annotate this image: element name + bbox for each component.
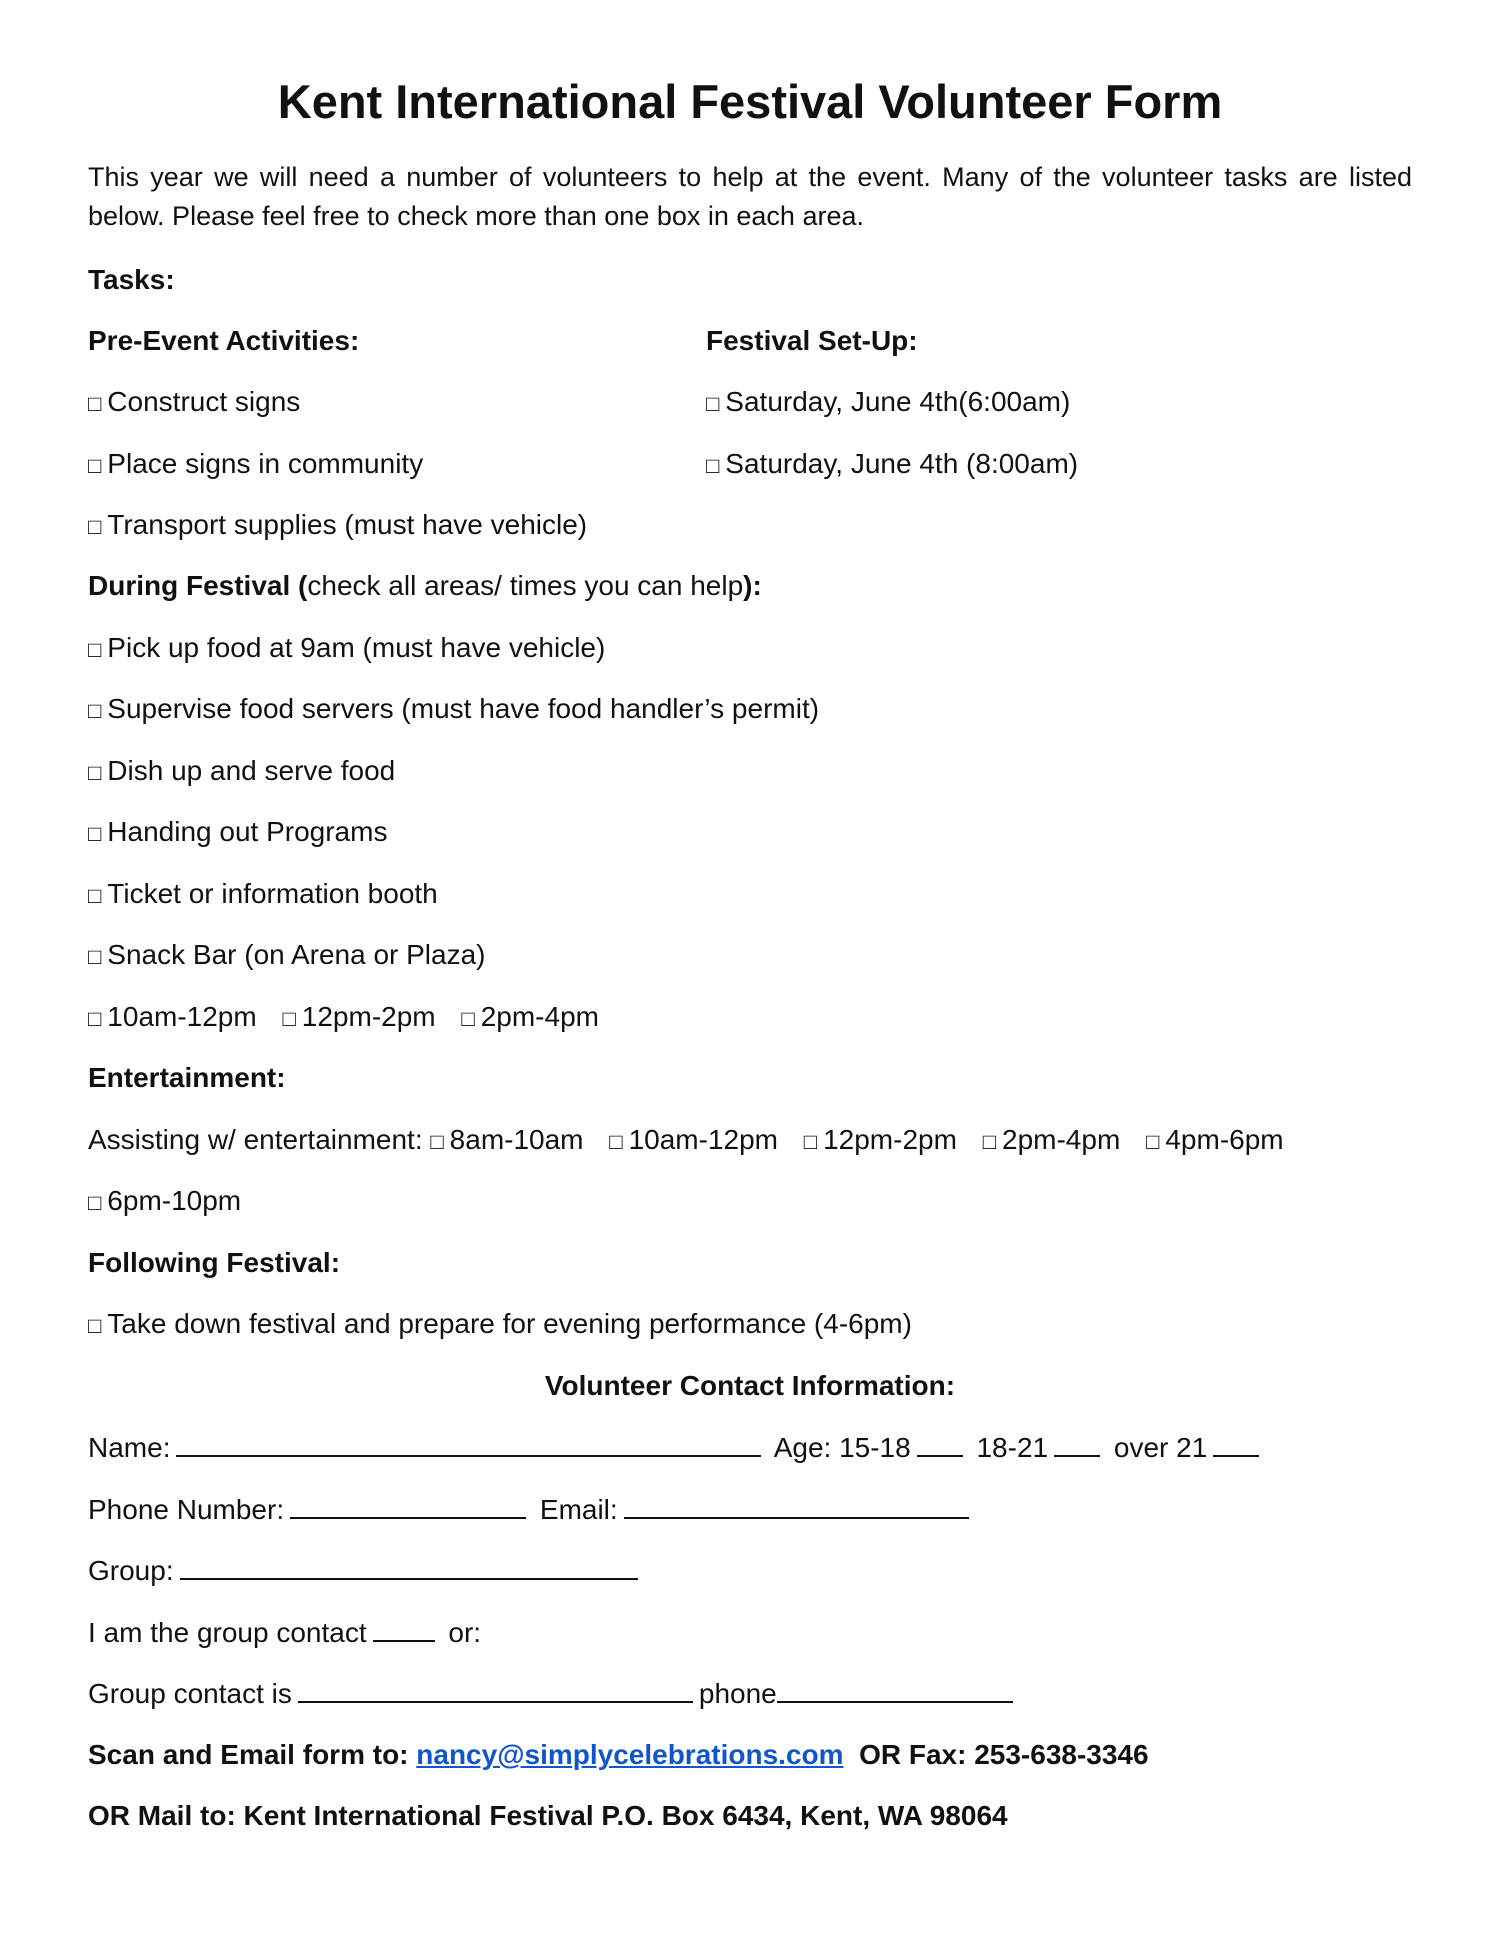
checkbox-setup-6am[interactable]: □ Saturday, June 4th(6:00am) xyxy=(706,386,1071,417)
group-field[interactable] xyxy=(180,1552,638,1580)
checkbox-icon[interactable]: □ xyxy=(88,1190,102,1215)
age-18-21-field[interactable] xyxy=(1054,1429,1100,1457)
checkbox-ent-12-2[interactable]: □ 12pm-2pm xyxy=(803,1124,957,1155)
checkbox-icon[interactable]: □ xyxy=(88,883,102,908)
group-contact-field[interactable] xyxy=(373,1614,435,1642)
group-row xyxy=(88,1552,644,1589)
fax-text: OR Fax: 253-638-3346 xyxy=(859,1739,1149,1770)
entertainment-row xyxy=(88,1122,1302,1160)
checkbox-time-10-12[interactable]: □ 10am-12pm xyxy=(88,1001,257,1032)
email-label: Email: xyxy=(539,1494,618,1525)
checkbox-ent-6-10[interactable]: □ 6pm-10pm xyxy=(88,1185,242,1216)
email-field[interactable] xyxy=(624,1491,969,1519)
checkbox-icon[interactable]: □ xyxy=(88,944,102,969)
checkbox-icon[interactable]: □ xyxy=(88,821,102,846)
checkbox-ent-4-6[interactable]: □ 4pm-6pm xyxy=(1146,1124,1284,1155)
phone-label: Phone Number: xyxy=(88,1494,285,1525)
during-heading: During Festival (check all areas/ times you can help): xyxy=(88,570,762,601)
phone-field[interactable] xyxy=(290,1491,526,1519)
checkbox-ent-10-12[interactable]: □ 10am-12pm xyxy=(609,1124,778,1155)
contact-heading: Volunteer Contact Information: xyxy=(544,1370,956,1401)
age-over-21-field[interactable] xyxy=(1213,1429,1259,1457)
entertainment-label: Assisting w/ entertainment: xyxy=(88,1124,423,1155)
email-link[interactable]: nancy@simplycelebrations.com xyxy=(416,1739,844,1770)
age-over-21-label: over 21 xyxy=(1113,1432,1208,1463)
entertainment-heading: Entertainment: xyxy=(88,1062,286,1093)
checkbox-icon[interactable]: □ xyxy=(88,637,102,662)
checkbox-icon[interactable]: □ xyxy=(88,1313,102,1338)
scan-email-label: Scan and Email form to: xyxy=(88,1739,409,1770)
checkbox-icon[interactable]: □ xyxy=(803,1129,818,1154)
checkbox-icon[interactable]: □ xyxy=(88,453,102,478)
group-contact-phone-field[interactable] xyxy=(777,1675,1013,1703)
checkbox-snack-bar[interactable]: □ Snack Bar (on Arena or Plaza) xyxy=(88,939,486,970)
checkbox-icon[interactable]: □ xyxy=(1146,1129,1160,1154)
checkbox-ticket-booth[interactable]: □ Ticket or information booth xyxy=(88,878,438,909)
group-contact-label: I am the group contact xyxy=(88,1617,367,1648)
name-label: Name: xyxy=(88,1432,171,1463)
checkbox-ent-8-10[interactable]: □ 8am-10am xyxy=(430,1124,584,1155)
name-age-row xyxy=(88,1429,1265,1466)
checkbox-time-2-4[interactable]: □ 2pm-4pm xyxy=(461,1001,599,1032)
checkbox-pick-up-food[interactable]: □ Pick up food at 9am (must have vehicle) xyxy=(88,632,606,663)
age-15-18-field[interactable] xyxy=(917,1429,963,1457)
mail-address: OR Mail to: Kent International Festival P.O. Box 6434, Kent, WA 98064 xyxy=(88,1800,1008,1831)
group-contact-is-label: Group contact is xyxy=(88,1678,292,1709)
checkbox-construct-signs[interactable]: □ Construct signs xyxy=(88,386,301,417)
age-15-18-label: Age: 15-18 xyxy=(773,1432,911,1463)
checkbox-icon[interactable]: □ xyxy=(88,760,102,785)
group-contact-row xyxy=(88,1614,481,1651)
checkbox-icon[interactable]: □ xyxy=(282,1006,296,1031)
group-contact-is-row xyxy=(88,1675,1019,1712)
checkbox-icon[interactable]: □ xyxy=(609,1129,623,1154)
checkbox-icon[interactable]: □ xyxy=(706,453,720,478)
or-label: or: xyxy=(448,1617,482,1648)
checkbox-transport-supplies[interactable]: □ Transport supplies (must have vehicle) xyxy=(88,509,588,540)
phone-email-row xyxy=(88,1491,975,1528)
checkbox-icon[interactable]: □ xyxy=(982,1129,996,1154)
checkbox-programs[interactable]: □ Handing out Programs xyxy=(88,816,388,847)
following-heading: Following Festival: xyxy=(88,1247,341,1278)
age-18-21-label: 18-21 xyxy=(976,1432,1049,1463)
checkbox-icon[interactable]: □ xyxy=(88,698,102,723)
checkbox-icon[interactable]: □ xyxy=(430,1129,444,1154)
checkbox-icon[interactable]: □ xyxy=(88,391,102,416)
page-title: Kent International Festival Volunteer Form xyxy=(277,75,1223,128)
name-field[interactable] xyxy=(176,1429,761,1457)
checkbox-time-12-2[interactable]: □ 12pm-2pm xyxy=(282,1001,436,1032)
group-contact-name-field[interactable] xyxy=(298,1675,693,1703)
pre-event-heading: Pre-Event Activities: xyxy=(88,325,360,356)
checkbox-icon[interactable]: □ xyxy=(706,391,720,416)
checkbox-dish-up[interactable]: □ Dish up and serve food xyxy=(88,755,396,786)
checkbox-icon[interactable]: □ xyxy=(88,514,102,539)
checkbox-place-signs[interactable]: □ Place signs in community xyxy=(88,448,424,479)
checkbox-take-down[interactable]: □ Take down festival and prepare for evening performance (4-6pm) xyxy=(88,1308,912,1339)
group-contact-phone-label: phone xyxy=(698,1678,777,1709)
checkbox-supervise-servers[interactable]: □ Supervise food servers (must have food handler’s permit) xyxy=(88,693,820,724)
checkbox-ent-2-4[interactable]: □ 2pm-4pm xyxy=(982,1124,1121,1155)
intro-text: This year we will need a number of volunteers to help at the event. Many of the volunteer tasks are listed below. Please feel free to check more than one box in each area. xyxy=(88,162,1412,231)
setup-heading: Festival Set-Up: xyxy=(706,325,918,356)
during-times-row xyxy=(88,999,617,1037)
tasks-heading: Tasks: xyxy=(88,264,175,295)
group-label: Group: xyxy=(88,1555,174,1586)
checkbox-icon[interactable]: □ xyxy=(461,1006,475,1031)
checkbox-setup-8am[interactable]: □ Saturday, June 4th (8:00am) xyxy=(706,448,1079,479)
checkbox-icon[interactable]: □ xyxy=(88,1006,102,1031)
scan-email-row xyxy=(88,1737,1149,1773)
